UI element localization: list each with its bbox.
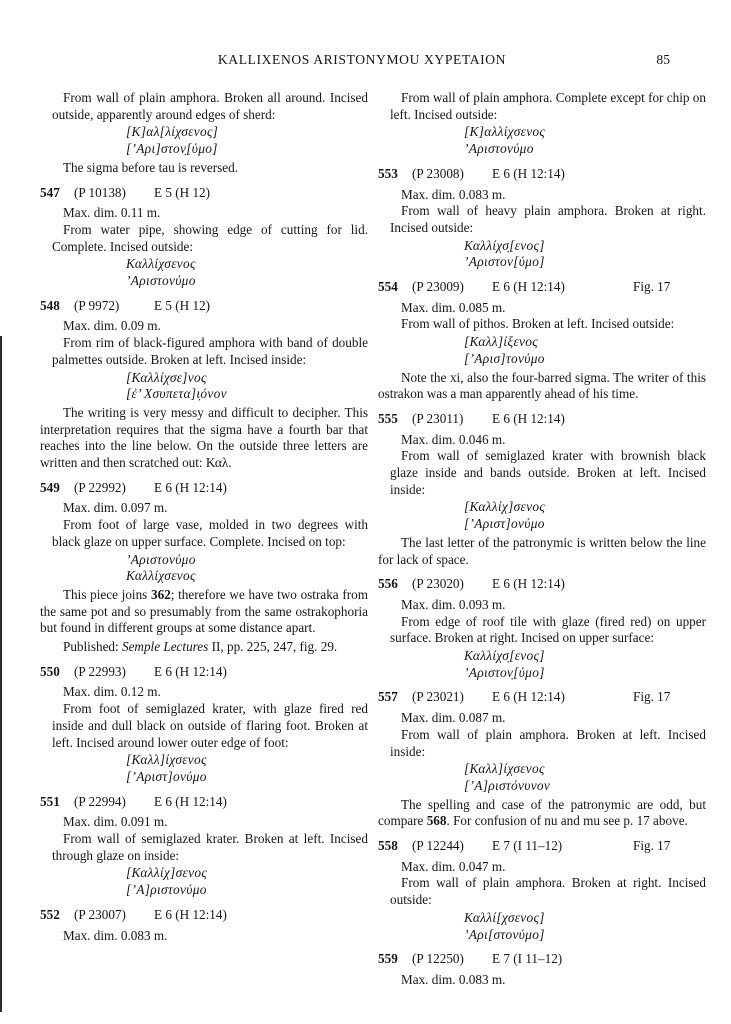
grid-reference: E 6 (H 12:14)	[492, 410, 565, 426]
inventory-number: (P 12244)	[412, 838, 464, 854]
greek-line: Καλλί[χσενος]	[464, 909, 545, 925]
entry-number: 555	[378, 410, 398, 426]
grid-reference: E 6 (H 12:14)	[492, 165, 565, 181]
greek-inscription	[464, 499, 706, 532]
grid-reference: E 5 (H 12)	[154, 297, 211, 313]
max-dimension: Max. dim. 0.097 m.	[63, 500, 168, 516]
max-dimension: Max. dim. 0.047 m.	[401, 858, 506, 874]
grid-reference: E 6 (H 12:14)	[154, 663, 227, 679]
entry-556	[378, 576, 706, 681]
entry-number: 549	[40, 479, 60, 495]
entry-header	[378, 279, 706, 296]
inventory-number: (P 12250)	[412, 951, 464, 967]
entry-number: 547	[40, 184, 60, 200]
greek-line: [Καλλίχ]σενος	[126, 865, 208, 881]
entry-continuation	[378, 90, 706, 158]
note-paragraph: This piece joins 362; therefore we have two ostraka from the same pot and so presumably from the same ostrakophoria but found in different groups at some distance apart.	[40, 586, 368, 636]
entry-number: 551	[40, 793, 60, 809]
note-paragraph: The writing is very messy and difficult to decipher. This interpretation requires that the sigma have a fourth bar that reaches into the line below. On the outside three letters are written and then scratched out: Καλ.	[40, 404, 368, 471]
max-dimension: Max. dim. 0.11 m.	[63, 205, 161, 221]
description: From edge of roof tile with glaze (fired red) on upper surface. Broken at right. Incised on upper surface:	[390, 613, 706, 646]
greek-line: [’Αρι]στον̣[ύμο]	[126, 141, 218, 157]
inventory-number: (P 22992)	[74, 479, 126, 495]
greek-inscription	[464, 334, 706, 367]
right-column	[378, 90, 706, 989]
grid-reference: E 6 (H 12:14)	[492, 689, 565, 705]
entry-header	[378, 838, 706, 855]
entry-header	[40, 298, 368, 315]
greek-line: [Καλλίχσε]νος	[126, 369, 207, 385]
max-dimension: Max. dim. 0.12 m.	[63, 684, 161, 700]
entry-header	[40, 794, 368, 811]
greek-line: Καλλίχσ̣[ενος]	[464, 648, 545, 664]
max-dimension: Max. dim. 0.085 m.	[401, 299, 506, 315]
greek-line: [’Αριστ]ονύμο	[126, 768, 207, 784]
description: From wall of semiglazed krater. Broken at left. Incised through glaze on inside:	[52, 831, 368, 863]
greek-inscription	[126, 552, 368, 585]
inventory-number: (P 23020)	[412, 576, 464, 592]
greek-line: ’Αριστον[ύμο]	[464, 254, 545, 270]
entry-header	[378, 951, 706, 968]
greek-line: Καλλίχσ̣[ενος]	[464, 237, 545, 253]
greek-line: Καλλίχσενος	[126, 256, 196, 272]
running-head	[40, 52, 706, 70]
greek-line: ’Αριστονύμο	[464, 141, 534, 157]
description: From wall of plain amphora. Broken at right. Incised outside:	[390, 875, 706, 908]
greek-inscription	[464, 124, 706, 157]
entry-number: 558	[378, 838, 398, 854]
description: From wall of pithos. Broken at left. Incised outside:	[401, 316, 675, 332]
max-dimension: Max. dim. 0.093 m.	[401, 596, 506, 612]
entry-551	[40, 794, 368, 899]
entry-header	[378, 411, 706, 428]
greek-inscription	[464, 238, 706, 271]
entry-header	[378, 166, 706, 183]
greek-inscription	[126, 370, 368, 403]
description: From wall of heavy plain amphora. Broken at right. Incised outside:	[390, 203, 706, 235]
description: From water pipe, showing edge of cutting for lid. Complete. Incised outside:	[52, 221, 368, 254]
entry-number: 550	[40, 663, 60, 679]
entry-552	[40, 907, 368, 944]
greek-line: ’Αριστον̣[ύμο]	[464, 664, 545, 680]
entry-553	[378, 166, 706, 271]
entry-554	[378, 279, 706, 403]
greek-line: ’Αριστονύμο	[126, 551, 196, 567]
grid-reference: E 7 (I 11–12)	[492, 838, 563, 854]
max-dimension: Max. dim. 0.087 m.	[401, 710, 506, 726]
entry-number: 559	[378, 951, 398, 967]
grid-reference: E 6 (H 12:14)	[154, 793, 227, 809]
inventory-number: (P 23021)	[412, 689, 464, 705]
entry-559	[378, 951, 706, 988]
description: From foot of large vase, molded in two degrees with black glaze on upper surface. Complete. Incised on top:	[52, 517, 368, 549]
text-columns	[40, 90, 706, 989]
entry-549	[40, 480, 368, 656]
greek-line: [Καλλίχ]σενος	[464, 499, 546, 515]
greek-inscription	[464, 648, 706, 681]
greek-line: [’Α]ριστόνυνον	[464, 777, 551, 793]
grid-reference: E 7 (I 11–12)	[492, 951, 563, 967]
figure-reference: Fig. 17	[633, 838, 671, 854]
page-number: 85	[656, 52, 670, 67]
greek-inscription	[464, 761, 706, 794]
greek-line: [Κ]αλλίχσενος	[464, 124, 546, 140]
entry-548	[40, 298, 368, 472]
figure-reference: Fig. 17	[633, 689, 671, 705]
page-title: KALLIXENOS ARISTONYMOU XYPETAION	[217, 52, 507, 67]
entry-558	[378, 838, 706, 943]
max-dimension: Max. dim. 0.091 m.	[63, 814, 168, 830]
note-paragraph: Published: Semple Lectures II, pp. 225, 247, fig. 29.	[63, 639, 338, 655]
inventory-number: (P 23009)	[412, 279, 464, 295]
greek-line: [Κ]αλ[λίχσενος]	[126, 124, 219, 140]
description: From foot of semiglazed krater, with glaze fired red inside and dull black on outside of flaring foot. Broken at left. Incised around lower outer edge of foot:	[52, 701, 368, 750]
entry-number: 557	[378, 689, 398, 705]
greek-line: [Καλλ]ίχσενος	[464, 761, 545, 777]
inventory-number: (P 23007)	[74, 906, 126, 922]
figure-reference: Fig. 17	[633, 279, 671, 295]
entry-555	[378, 411, 706, 568]
greek-inscription	[126, 865, 368, 898]
entry-number: 554	[378, 279, 398, 295]
note-paragraph: Note the xi, also the four-barred sigma. The writer of this ostrakon was a man apparently ahead of his time.	[378, 369, 706, 402]
greek-line: [’Αριστ]ονύμο	[464, 516, 545, 532]
description: From rim of black-figured amphora with band of double palmettes outside. Broken at left. Incised inside:	[52, 335, 368, 367]
entry-header	[40, 480, 368, 497]
greek-line: ’Αριστονύμο	[126, 273, 196, 289]
inventory-number: (P 22993)	[74, 663, 126, 679]
greek-inscription	[126, 256, 368, 289]
entry-header	[378, 576, 706, 593]
greek-inscription	[126, 124, 368, 157]
note-paragraph: The spelling and case of the patronymic are odd, but compare 568. For confusion of nu and mu see p. 17 above.	[378, 796, 706, 829]
entry-number: 553	[378, 165, 398, 181]
entry-header	[378, 689, 706, 706]
greek-line: [’Αρισ]τονύμο	[464, 350, 545, 366]
grid-reference: E 5 (H 12)	[154, 184, 211, 200]
grid-reference: E 6 (H 12:14)	[492, 576, 565, 592]
scan-edge-artifact	[0, 336, 2, 1012]
entry-547	[40, 185, 368, 290]
inventory-number: (P 9972)	[74, 297, 120, 313]
max-dimension: Max. dim. 0.09 m.	[63, 318, 161, 334]
grid-reference: E 6 (H 12:14)	[154, 906, 227, 922]
inventory-number: (P 10138)	[74, 184, 126, 200]
entry-number: 548	[40, 297, 60, 313]
inventory-number: (P 23008)	[412, 165, 464, 181]
note-paragraph: The sigma before tau is reversed.	[63, 159, 239, 175]
greek-inscription	[126, 752, 368, 785]
description: From wall of plain amphora. Broken all around. Incised outside, apparently around edges of sherd:	[52, 90, 368, 122]
max-dimension: Max. dim. 0.083 m.	[401, 186, 506, 202]
description: From wall of plain amphora. Broken at left. Incised inside:	[390, 726, 706, 759]
max-dimension: Max. dim. 0.083 m.	[63, 927, 168, 943]
entry-header	[40, 664, 368, 681]
entry-header	[40, 185, 368, 202]
greek-line: [Καλλ]ίξενος	[464, 334, 538, 350]
entry-header	[40, 907, 368, 924]
left-column	[40, 90, 368, 989]
entry-557	[378, 689, 706, 830]
grid-reference: E 6 (H 12:14)	[492, 279, 565, 295]
note-paragraph: The last letter of the patronymic is written below the line for lack of space.	[378, 534, 706, 567]
description: From wall of plain amphora. Complete except for chip on left. Incised outside:	[390, 90, 706, 122]
greek-line: [’Α]ριστονύμο	[126, 882, 207, 898]
entry-550	[40, 664, 368, 786]
greek-line: ’Αρι[στονύμο]	[464, 926, 545, 942]
inventory-number: (P 23011)	[412, 410, 464, 426]
max-dimension: Max. dim. 0.083 m.	[401, 971, 506, 987]
greek-line: [ἐ’ Χσυπετα]ι̣όνον	[126, 386, 227, 402]
entry-continuation	[40, 90, 368, 177]
entry-number: 552	[40, 906, 60, 922]
description: From wall of semiglazed krater with brownish black glaze inside and bands outside. Broken at left. Incised inside:	[390, 448, 706, 497]
greek-line: [Καλλ]ίχσενος	[126, 752, 207, 768]
max-dimension: Max. dim. 0.046 m.	[401, 431, 506, 447]
greek-inscription	[464, 910, 706, 943]
entry-number: 556	[378, 576, 398, 592]
greek-line: Καλλίχσενος	[126, 568, 196, 584]
grid-reference: E 6 (H 12:14)	[154, 479, 227, 495]
inventory-number: (P 22994)	[74, 793, 126, 809]
